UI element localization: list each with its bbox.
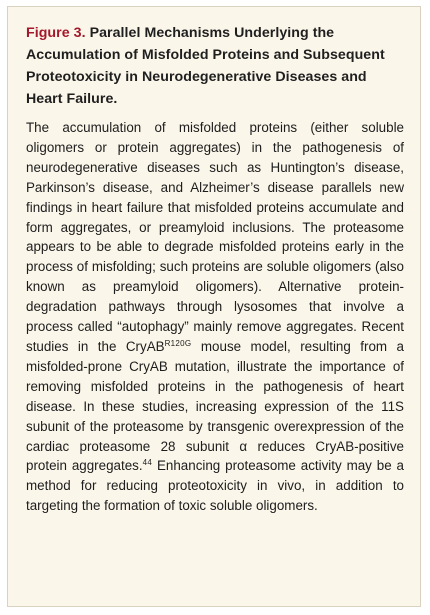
caption-body-part1: The accumulation of misfolded proteins (either soluble oligomers or protein aggregates) in the pathogenesis of neurodegenerative diseases such as Huntington’s disease, Parkinson’s disease, and Alzheimer’s disease parallels new findings in heart failure that misfolded proteins accumulate and form aggregates, or preamyloid inclusions. The proteasome appears to be able to degrade misfolded proteins early in the process of misfolding; such proteins are soluble oligomers (also known as preamyloid oligomers). Alternative protein-degradation pathways through lysosomes that involve a process called “autophagy” mainly remove aggregates. Recent studies in the CryAB — [26, 120, 404, 354]
caption-body-part2: mouse model, resulting from a misfolded-prone CryAB mutation, illustrate the importance of removing misfolded proteins in the pathogenesis of heart disease. In these studies, increasing expression of the 11S subunit of the proteasome by transgenic overexpression of the cardiac proteasome 28 subunit α reduces CryAB-positive protein aggregates. — [26, 338, 404, 474]
superscript-mutation: R120G — [164, 338, 192, 348]
figure-label: Figure 3. — [26, 25, 86, 41]
caption-title-text: Parallel Mechanisms Underlying the Accumulation of Misfolded Proteins and Subsequent Proteotoxicity in Neurodegenerative Diseases and Heart Failure. — [26, 25, 385, 107]
caption-body — [26, 118, 404, 516]
figure-caption-panel — [7, 6, 421, 607]
caption-title — [26, 22, 404, 110]
caption-body-part3: Enhancing proteasome activity may be a method for reducing proteotoxicity in vivo, in addition to targeting the formation of toxic soluble oligomers. — [26, 458, 405, 514]
reference-superscript: 44 — [142, 458, 153, 468]
